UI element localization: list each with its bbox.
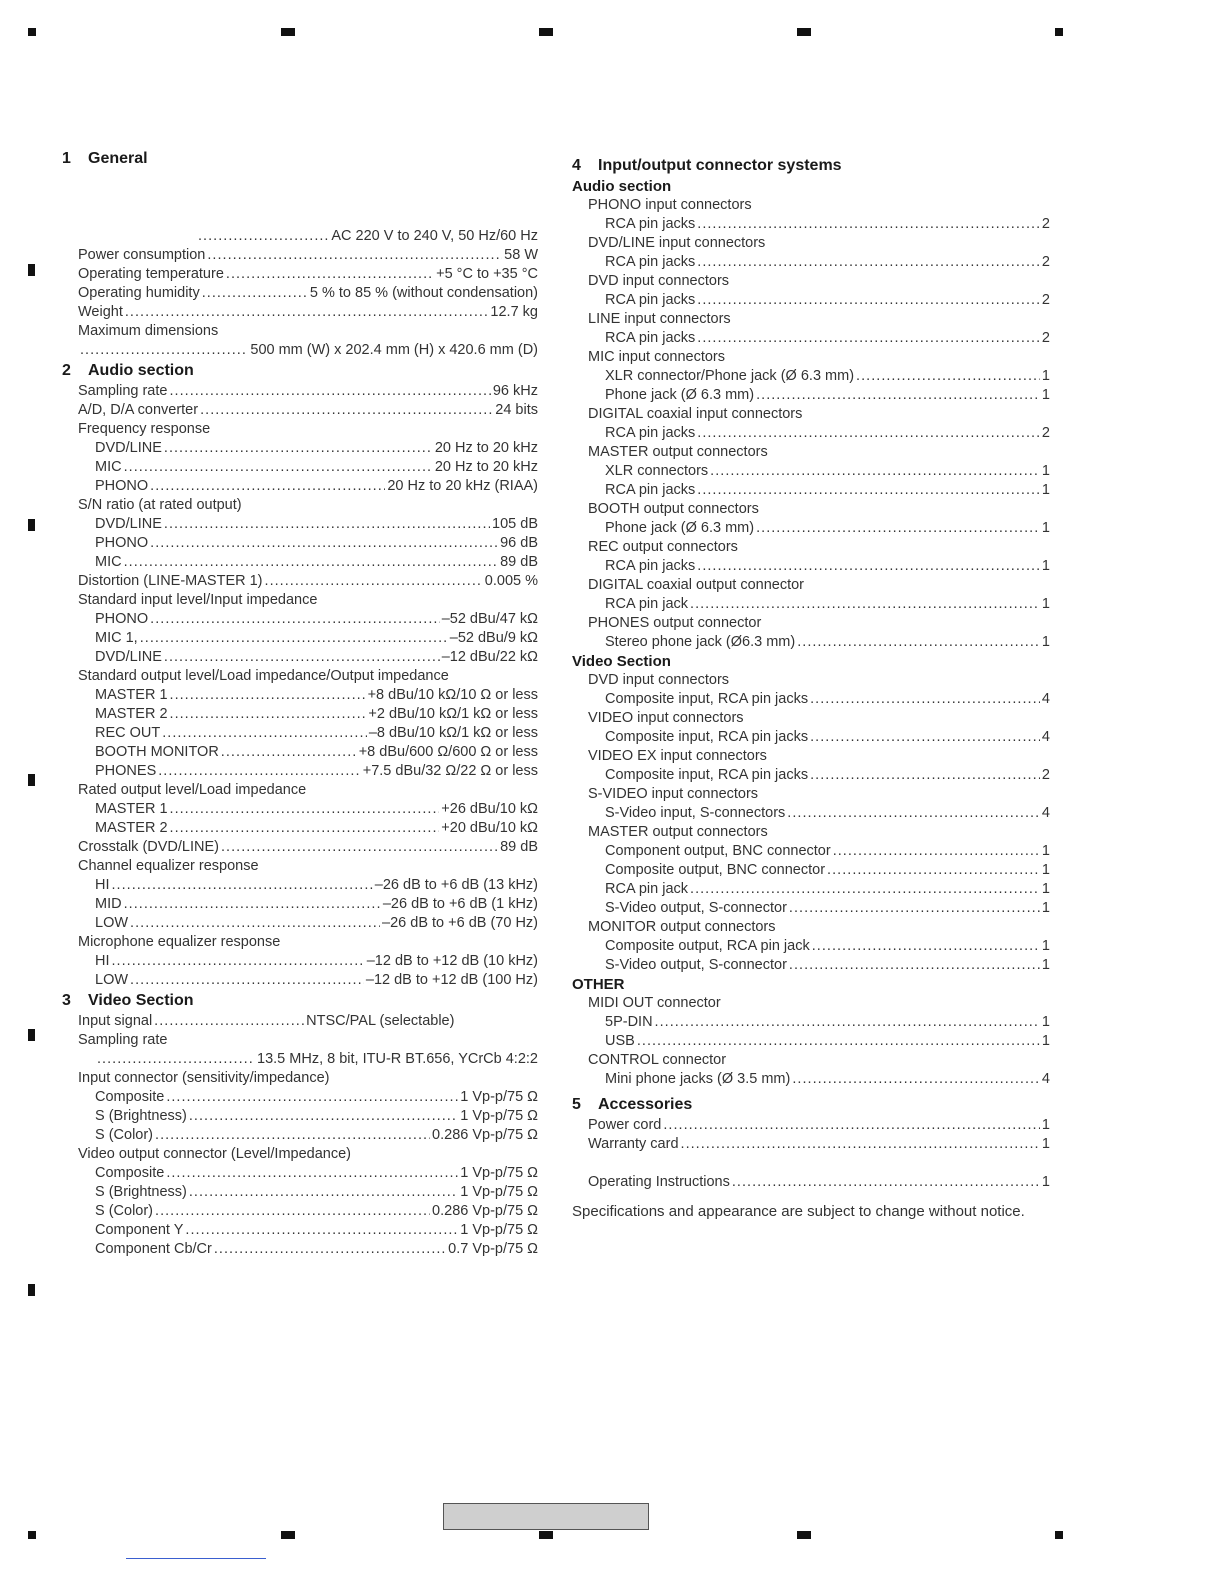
subsection-heading-video: Video Section (572, 653, 671, 670)
dot-leader (697, 215, 1040, 234)
connector-group-label: CONTROL connector (588, 1052, 727, 1068)
spec-row: MASTER 2 . . . +2 dBu/10 kΩ/1 kΩ or less (62, 705, 538, 724)
connector-group-label: MIDI OUT connector (588, 995, 721, 1011)
registration-mark (28, 774, 35, 786)
spec-row: Composite . . . 1 Vp-p/75 Ω (62, 1164, 538, 1183)
dot-leader (189, 1107, 458, 1126)
dot-leader (170, 705, 367, 724)
connector-group-label: DIGITAL coaxial input connectors (588, 406, 803, 422)
dot-leader (827, 861, 1040, 880)
dot-leader (140, 629, 448, 648)
connector-row: RCA pin jack . . . 1 (572, 880, 1050, 899)
spec-row: S (Brightness) . . . 1 Vp-p/75 Ω (62, 1183, 538, 1202)
dot-leader (697, 291, 1040, 310)
spec-column-left (62, 148, 538, 1259)
accessory-row: Warranty card . . . 1 (572, 1135, 1050, 1154)
connector-row: Composite input, RCA pin jacks . . . 4 (572, 728, 1050, 747)
spec-row: . . . 13.5 MHz, 8 bit, ITU-R BT.656, YCrCb 4:2:2 (62, 1050, 538, 1069)
spec-change-notice: Specifications and appearance are subject to change without notice. (572, 1203, 1025, 1220)
connector-row: Phone jack (Ø 6.3 mm) . . . 1 (572, 519, 1050, 538)
connector-row: RCA pin jack . . . 1 (572, 595, 1050, 614)
connector-group-label: MONITOR output connectors (588, 919, 776, 935)
registration-mark (539, 28, 553, 36)
spec-row: Input signal . . . NTSC/PAL (selectable) (62, 1012, 538, 1031)
dot-leader (214, 1240, 446, 1259)
spec-row: PHONO . . . –52 dBu/47 kΩ (62, 610, 538, 629)
dot-leader (150, 477, 385, 496)
spec-row: MIC . . . 20 Hz to 20 kHz (62, 458, 538, 477)
spec-group-label: Rated output level/Load impedance (78, 782, 307, 798)
dot-leader (697, 424, 1040, 443)
connector-row: Composite input, RCA pin jacks . . . 4 (572, 690, 1050, 709)
spec-row: PHONES . . . +7.5 dBu/32 Ω/22 Ω or less (62, 762, 538, 781)
spec-row: MIC . . . 89 dB (62, 553, 538, 572)
dot-leader (756, 386, 1040, 405)
spec-row: Crosstalk (DVD/LINE) . . . 89 dB (62, 838, 538, 857)
spec-row: S (Color) . . . 0.286 Vp-p/75 Ω (62, 1126, 538, 1145)
dot-leader (112, 876, 373, 895)
dot-leader (797, 633, 1040, 652)
dot-leader (164, 439, 433, 458)
dot-leader (166, 1088, 458, 1107)
dot-leader (221, 743, 357, 762)
connector-row: RCA pin jacks . . . 2 (572, 291, 1050, 310)
dot-leader (170, 819, 440, 838)
dot-leader (169, 382, 490, 401)
spec-row: DVD/LINE . . . 105 dB (62, 515, 538, 534)
connector-row: RCA pin jacks . . . 1 (572, 481, 1050, 500)
dot-leader (655, 1013, 1040, 1032)
spec-row: DVD/LINE . . . 20 Hz to 20 kHz (62, 439, 538, 458)
dot-leader (663, 1116, 1040, 1135)
accessory-row: Operating Instructions . . . 1 (572, 1173, 1050, 1192)
spacer (62, 170, 538, 208)
dot-leader (810, 766, 1040, 785)
dot-leader (97, 1050, 255, 1069)
spec-row: HI . . . –26 dB to +6 dB (13 kHz) (62, 876, 538, 895)
dot-leader (637, 1032, 1040, 1051)
section-heading-io: 4 Input/output connector systems (572, 157, 842, 174)
connector-row: RCA pin jacks . . . 2 (572, 253, 1050, 272)
spec-group-label: S/N ratio (at rated output) (78, 497, 242, 513)
spec-row: A/D, D/A converter . . . 24 bits (62, 401, 538, 420)
registration-mark (539, 1531, 553, 1539)
spec-row: Operating humidity . . . 5 % to 85 % (without condensation) (62, 284, 538, 303)
connector-row: RCA pin jacks . . . 2 (572, 424, 1050, 443)
registration-mark (1055, 28, 1063, 36)
registration-mark (281, 1531, 295, 1539)
dot-leader (124, 895, 381, 914)
dot-leader (150, 610, 440, 629)
spec-row: HI . . . –12 dB to +12 dB (10 kHz) (62, 952, 538, 971)
dot-leader (697, 253, 1040, 272)
dot-leader (833, 842, 1040, 861)
registration-mark (28, 264, 35, 276)
spec-group-label: Standard input level/Input impedance (78, 592, 318, 608)
connector-group-label: PHONES output connector (588, 615, 762, 631)
section-heading-video: 3 Video Section (62, 992, 194, 1009)
dot-leader (690, 880, 1040, 899)
spec-row: DVD/LINE . . . –12 dBu/22 kΩ (62, 648, 538, 667)
dot-leader (787, 804, 1040, 823)
dot-leader (170, 800, 440, 819)
spec-row: S (Brightness) . . . 1 Vp-p/75 Ω (62, 1107, 538, 1126)
connector-row: RCA pin jacks . . . 1 (572, 557, 1050, 576)
spec-row: MASTER 1 . . . +26 dBu/10 kΩ (62, 800, 538, 819)
dot-leader (80, 341, 248, 360)
spec-group-label: Frequency response (78, 421, 211, 437)
registration-mark (28, 1531, 36, 1539)
spec-row: Power consumption . . . 58 W (62, 246, 538, 265)
dot-leader (162, 724, 367, 743)
spec-row: PHONO . . . 96 dB (62, 534, 538, 553)
connector-row: Composite input, RCA pin jacks . . . 2 (572, 766, 1050, 785)
connector-row: XLR connector/Phone jack (Ø 6.3 mm) . . . 1 (572, 367, 1050, 386)
spec-group-label: Input connector (sensitivity/impedance) (78, 1070, 330, 1086)
connector-row: Phone jack (Ø 6.3 mm) . . . 1 (572, 386, 1050, 405)
dot-leader (155, 1126, 430, 1145)
connector-row: USB . . . 1 (572, 1032, 1050, 1051)
connector-group-label: PHONO input connectors (588, 197, 752, 213)
connector-row: Composite output, RCA pin jack . . . 1 (572, 937, 1050, 956)
dot-leader (810, 690, 1040, 709)
spec-group-label: Maximum dimensions (78, 323, 219, 339)
connector-row: 5P-DIN . . . 1 (572, 1013, 1050, 1032)
dot-leader (164, 648, 440, 667)
connector-group-label: LINE input connectors (588, 311, 731, 327)
section-heading-audio: 2 Audio section (62, 362, 194, 379)
dot-leader (756, 519, 1040, 538)
dot-leader (856, 367, 1040, 386)
connector-row: Component output, BNC connector . . . 1 (572, 842, 1050, 861)
connector-group-label: BOOTH output connectors (588, 501, 759, 517)
connector-group-label: S-VIDEO input connectors (588, 786, 759, 802)
section-heading-accessories: 5 Accessories (572, 1096, 693, 1113)
connector-row: XLR connectors . . . 1 (572, 462, 1050, 481)
footer-rule (126, 1558, 266, 1559)
dot-leader (125, 303, 489, 322)
dot-leader (221, 838, 498, 857)
spec-row: MID . . . –26 dB to +6 dB (1 kHz) (62, 895, 538, 914)
dot-leader (200, 401, 493, 420)
connector-row: Composite output, BNC connector . . . 1 (572, 861, 1050, 880)
registration-mark (28, 1029, 35, 1041)
section-heading-general: 1 General (62, 150, 148, 167)
dot-leader (155, 1202, 430, 1221)
connector-row: Mini phone jacks (Ø 3.5 mm) . . . 4 (572, 1070, 1050, 1089)
spec-row: . . . AC 220 V to 240 V, 50 Hz/60 Hz (62, 227, 538, 246)
spec-group-label: Video output connector (Level/Impedance) (78, 1146, 351, 1162)
connector-row: S-Video input, S-connectors . . . 4 (572, 804, 1050, 823)
connector-row: RCA pin jacks . . . 2 (572, 215, 1050, 234)
spec-row: MIC 1, . . . –52 dBu/9 kΩ (62, 629, 538, 648)
spec-row: PHONO . . . 20 Hz to 20 kHz (RIAA) (62, 477, 538, 496)
spec-row: REC OUT . . . –8 dBu/10 kΩ/1 kΩ or less (62, 724, 538, 743)
connector-group-label: DVD/LINE input connectors (588, 235, 766, 251)
spacer (62, 208, 538, 227)
dot-leader (207, 246, 502, 265)
spec-row: Composite . . . 1 Vp-p/75 Ω (62, 1088, 538, 1107)
spec-row: Operating temperature . . . +5 °C to +35 °C (62, 265, 538, 284)
dot-leader (697, 329, 1040, 348)
connector-group-label: REC output connectors (588, 539, 738, 555)
dot-leader (202, 284, 308, 303)
connector-list-video (572, 671, 1050, 975)
spec-row: Sampling rate . . . 96 kHz (62, 382, 538, 401)
dot-leader (189, 1183, 458, 1202)
spec-group-label: Standard output level/Load impedance/Output impedance (78, 668, 449, 684)
dot-leader (265, 572, 483, 591)
accessory-row: Power cord . . . 1 (572, 1116, 1050, 1135)
connector-row: Stereo phone jack (Ø6.3 mm) . . . 1 (572, 633, 1050, 652)
connector-group-label: DVD input connectors (588, 273, 730, 289)
registration-mark (281, 28, 295, 36)
spec-group-label: Channel equalizer response (78, 858, 259, 874)
dot-leader (789, 956, 1040, 975)
spec-row: Weight . . . 12.7 kg (62, 303, 538, 322)
dot-leader (130, 971, 364, 990)
connector-group-label: VIDEO input connectors (588, 710, 744, 726)
connector-row: S-Video output, S-connector . . . 1 (572, 956, 1050, 975)
connector-group-label: DIGITAL coaxial output connector (588, 577, 804, 593)
spec-column-right (572, 155, 1050, 1221)
spacer (572, 1154, 1050, 1173)
spec-row: LOW . . . –12 dB to +12 dB (100 Hz) (62, 971, 538, 990)
connector-list-audio (572, 196, 1050, 652)
dot-leader (681, 1135, 1040, 1154)
connector-group-label: MASTER output connectors (588, 444, 768, 460)
spec-row: MASTER 1 . . . +8 dBu/10 kΩ/10 Ω or less (62, 686, 538, 705)
spec-row: Distortion (LINE-MASTER 1) . . . 0.005 % (62, 572, 538, 591)
dot-leader (112, 952, 365, 971)
footer-page-box (443, 1503, 649, 1530)
registration-mark (1055, 1531, 1063, 1539)
connector-row: S-Video output, S-connector . . . 1 (572, 899, 1050, 918)
registration-mark (28, 1284, 35, 1296)
dot-leader (130, 914, 380, 933)
dot-leader (810, 728, 1040, 747)
dot-leader (124, 553, 499, 572)
dot-leader (150, 534, 498, 553)
connector-list-other (572, 994, 1050, 1089)
dot-leader (812, 937, 1040, 956)
connector-group-label: MASTER output connectors (588, 824, 768, 840)
dot-leader (697, 481, 1040, 500)
dot-leader (697, 557, 1040, 576)
dot-leader (226, 265, 434, 284)
dot-leader (170, 686, 366, 705)
connector-group-label: MIC input connectors (588, 349, 726, 365)
spec-row: . . . 500 mm (W) x 202.4 mm (H) x 420.6 mm (D) (62, 341, 538, 360)
connector-row: RCA pin jacks . . . 2 (572, 329, 1050, 348)
dot-leader (185, 1221, 458, 1240)
dot-leader (792, 1070, 1040, 1089)
subsection-heading-audio: Audio section (572, 178, 672, 195)
spec-group-label: Sampling rate (78, 1032, 168, 1048)
dot-leader (732, 1173, 1040, 1192)
dot-leader (710, 462, 1040, 481)
dot-leader (154, 1012, 304, 1031)
registration-mark (797, 28, 811, 36)
registration-mark (28, 28, 36, 36)
dot-leader (164, 515, 490, 534)
spec-row: MASTER 2 . . . +20 dBu/10 kΩ (62, 819, 538, 838)
connector-group-label: VIDEO EX input connectors (588, 748, 767, 764)
spec-group-label: Microphone equalizer response (78, 934, 281, 950)
dot-leader (158, 762, 361, 781)
dot-leader (690, 595, 1040, 614)
subsection-heading-other: OTHER (572, 976, 625, 993)
dot-leader (124, 458, 433, 477)
spec-row: LOW . . . –26 dB to +6 dB (70 Hz) (62, 914, 538, 933)
dot-leader (166, 1164, 458, 1183)
spec-row: S (Color) . . . 0.286 Vp-p/75 Ω (62, 1202, 538, 1221)
registration-mark (797, 1531, 811, 1539)
spec-row: Component Y . . . 1 Vp-p/75 Ω (62, 1221, 538, 1240)
dot-leader (198, 227, 329, 246)
registration-mark (28, 519, 35, 531)
connector-group-label: DVD input connectors (588, 672, 730, 688)
dot-leader (789, 899, 1040, 918)
spec-row: BOOTH MONITOR . . . +8 dBu/600 Ω/600 Ω or less (62, 743, 538, 762)
spec-row: Component Cb/Cr . . . 0.7 Vp-p/75 Ω (62, 1240, 538, 1259)
